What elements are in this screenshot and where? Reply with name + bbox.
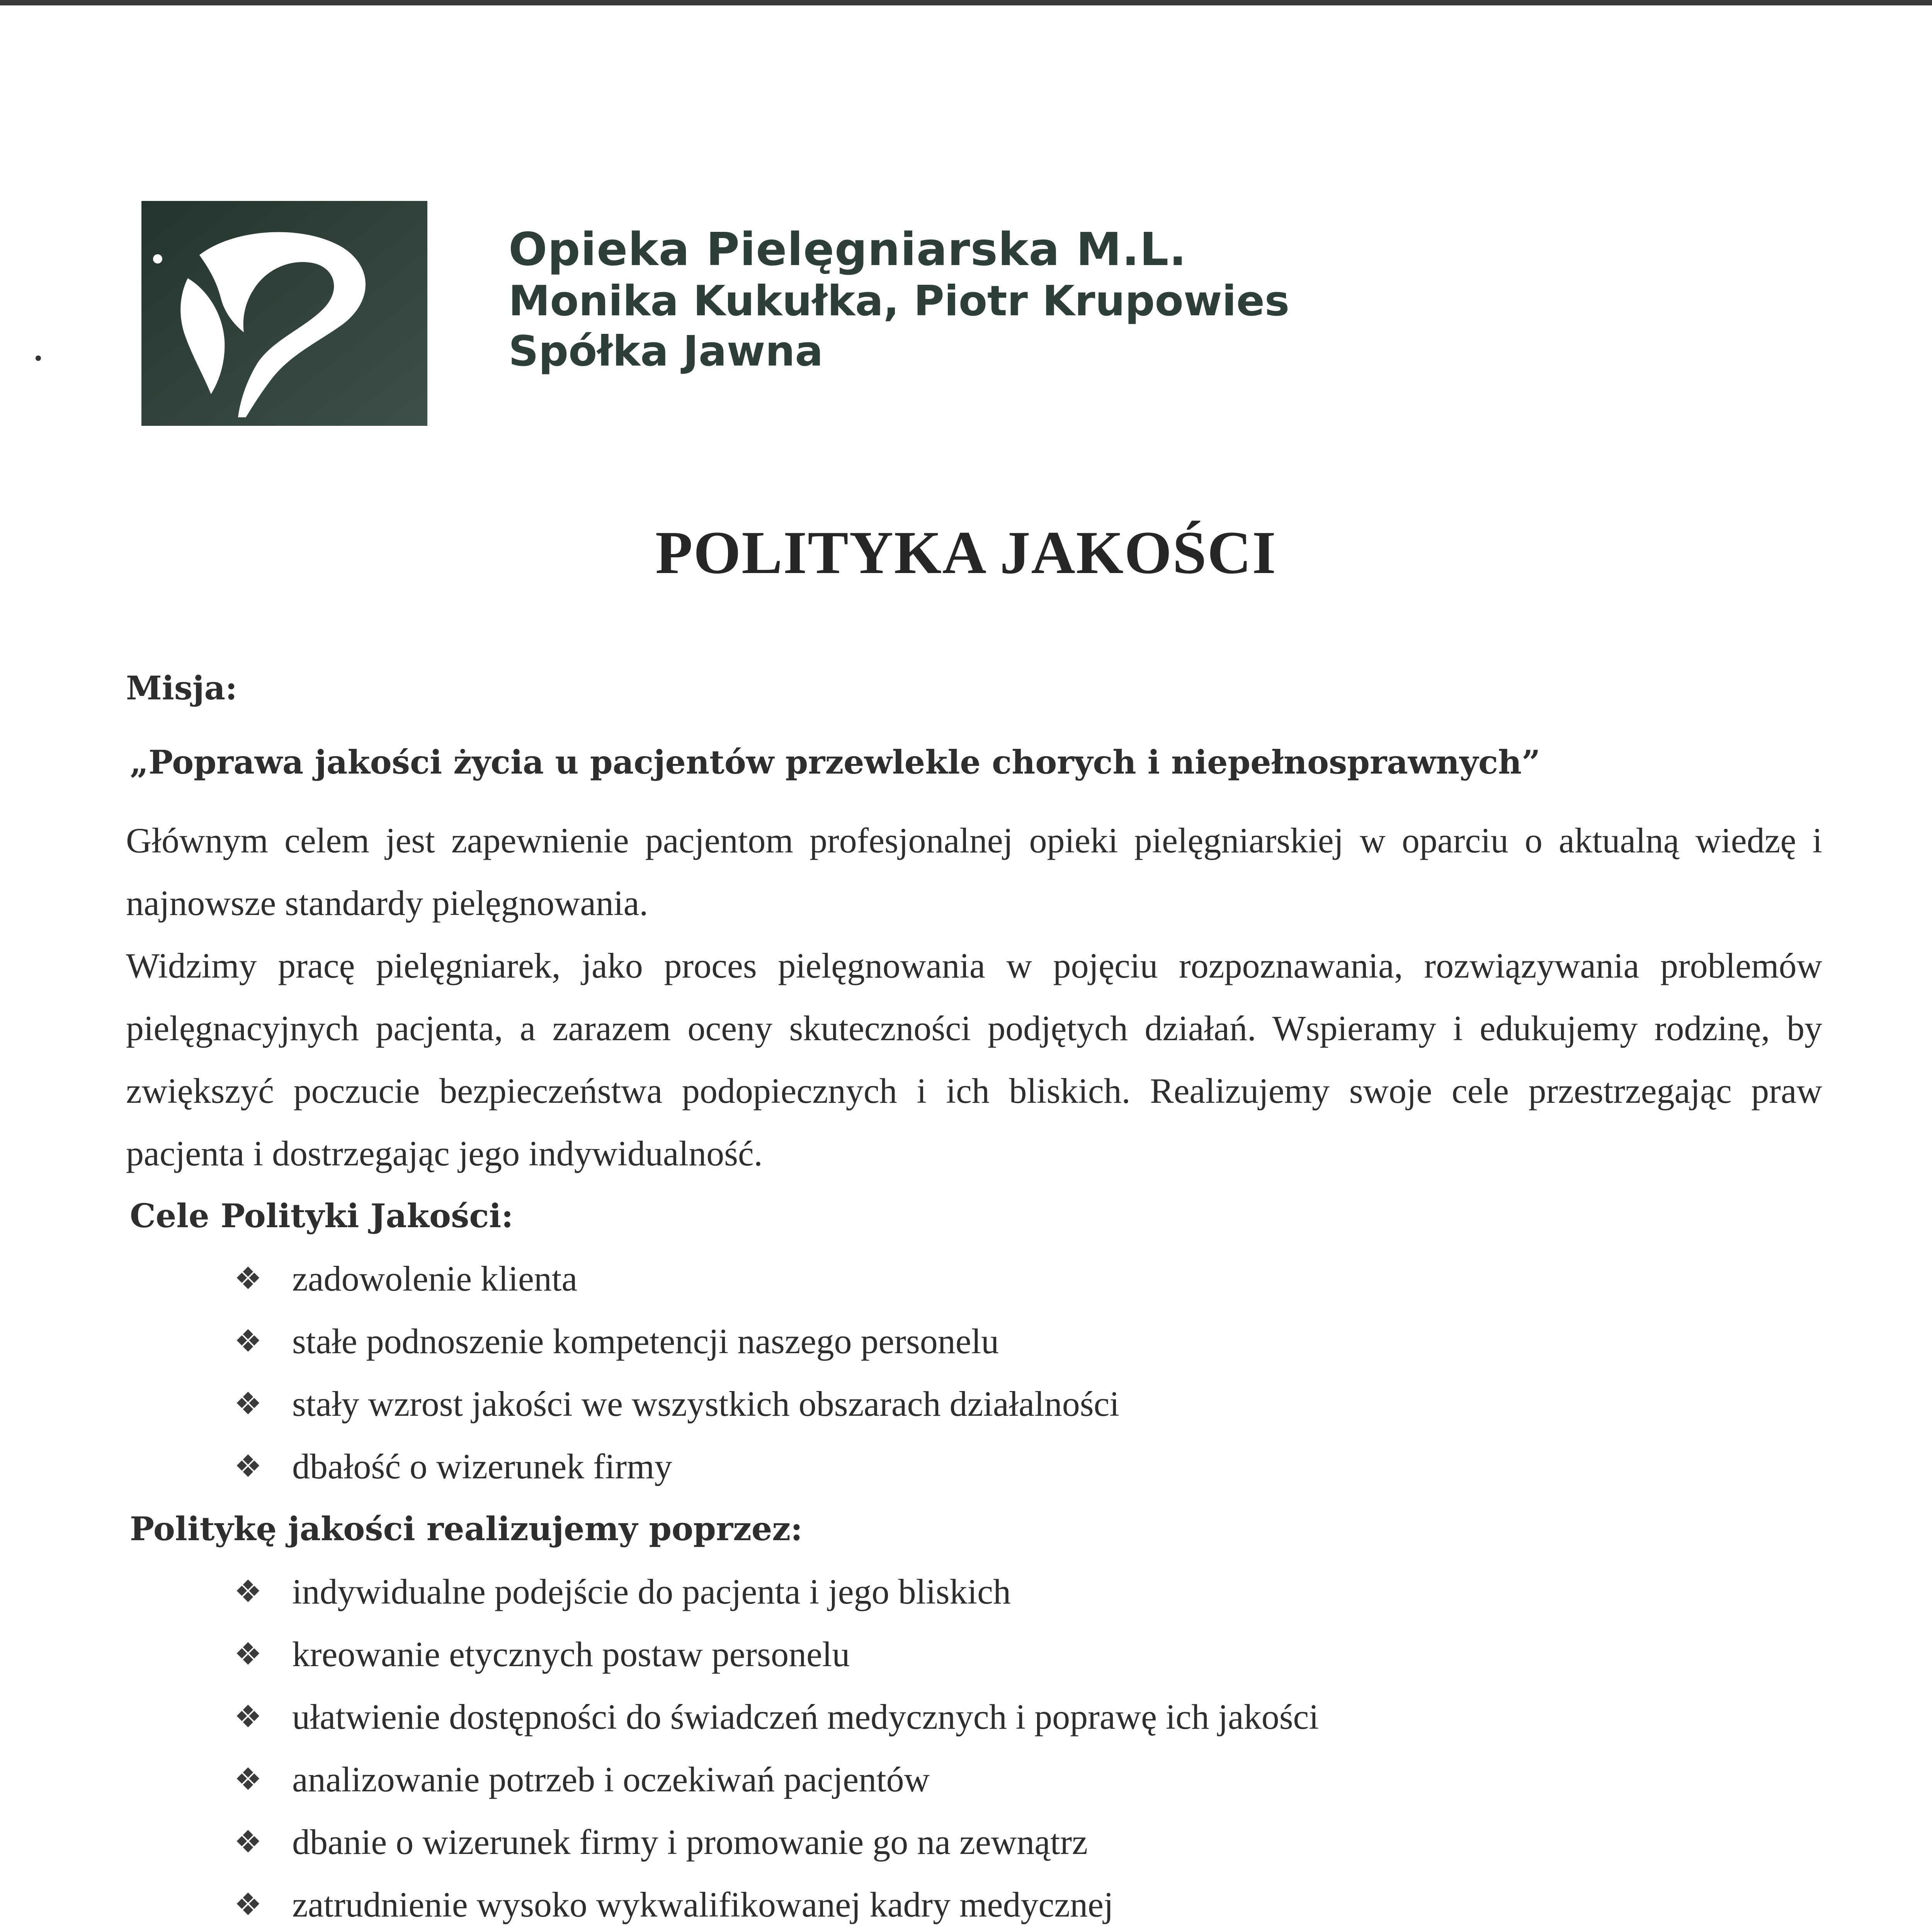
list-item — [234, 1685, 1822, 1748]
list-item — [234, 1560, 1822, 1623]
list-item — [234, 1372, 1822, 1435]
diamond-bullet-icon: ❖ — [234, 1699, 262, 1735]
list-item — [234, 1748, 1822, 1811]
list-item — [234, 1435, 1822, 1498]
list-item — [234, 1811, 1822, 1873]
list-item-text: zatrudnienie wysoko wykwalifikowanej kadry medycznej — [292, 1885, 1114, 1924]
methods-list — [126, 1560, 1822, 1932]
document-body — [126, 657, 1822, 1932]
list-item — [234, 1623, 1822, 1685]
list-item-text: zadowolenie klienta — [292, 1259, 578, 1298]
list-item — [234, 1247, 1822, 1310]
document-title: POLITYKA JAKOŚCI — [655, 519, 1277, 587]
paragraph-goal: Głównym celem jest zapewnienie pacjentom profesjonalnej opieki pielęgniarskiej w oparciu o aktualną wiedzę i najnowsze standardy pielęgnowania. — [126, 821, 1822, 923]
diamond-bullet-icon: ❖ — [234, 1323, 262, 1359]
list-item-text: analizowanie potrzeb i oczekiwań pacjentów — [292, 1760, 930, 1799]
scan-top-edge — [0, 0, 1932, 5]
list-item-text: stały wzrost jakości we wszystkich obszarach działalności — [292, 1384, 1119, 1423]
goals-list — [126, 1247, 1822, 1498]
diamond-bullet-icon: ❖ — [234, 1886, 262, 1922]
mission-quote: „Poprawa jakości życia u pacjentów przewlekle chorych i niepełnosprawnych” — [130, 743, 1541, 781]
diamond-bullet-icon: ❖ — [234, 1824, 262, 1860]
company-name-line1: Opieka Pielęgniarska M.L. — [509, 223, 1187, 276]
list-item — [234, 1310, 1822, 1372]
list-item-text: dbanie o wizerunek firmy i promowanie go na zewnątrz — [292, 1822, 1088, 1862]
diamond-bullet-icon: ❖ — [234, 1260, 262, 1296]
heart-leaf-logo-icon — [141, 201, 427, 426]
diamond-bullet-icon: ❖ — [234, 1761, 262, 1797]
diamond-bullet-icon: ❖ — [234, 1448, 262, 1484]
list-item-text: kreowanie etycznych postaw personelu — [292, 1634, 850, 1674]
company-name-line3: Spółka Jawna — [509, 327, 823, 376]
company-name-block — [509, 222, 1822, 377]
diamond-bullet-icon: ❖ — [234, 1386, 262, 1422]
paragraph-vision: Widzimy pracę pielęgniarek, jako proces pielęgnowania w pojęciu rozpoznawania, rozwiązywania problemów pielęgnacyjnych pacjenta, a zarazem oceny skuteczności podjętych działań. Wspieramy i edukujemy rodzinę, by zwiększyć poczucie bezpieczeństwa podopiecznych i ich bliskich. Realizujemy swoje cele przestrzegając praw pacjenta i dostrzegając jego indywidualność. — [126, 946, 1822, 1173]
mission-heading: Misja: — [126, 669, 238, 707]
methods-heading: Politykę jakości realizujemy poprzez: — [130, 1510, 803, 1548]
company-name-line2: Monika Kukułka, Piotr Krupowies — [509, 277, 1290, 325]
list-item-text: stałe podnoszenie kompetencji naszego personelu — [292, 1321, 999, 1361]
list-item-text: ułatwienie dostępności do świadczeń medycznych i poprawę ich jakości — [292, 1697, 1319, 1736]
list-item — [234, 1873, 1822, 1932]
goals-heading: Cele Polityki Jakości: — [130, 1197, 514, 1235]
diamond-bullet-icon: ❖ — [234, 1636, 262, 1672]
scan-speck — [36, 355, 41, 361]
diamond-bullet-icon: ❖ — [234, 1573, 262, 1609]
list-item-text: indywidualne podejście do pacjenta i jego bliskich — [292, 1572, 1011, 1611]
list-item-text: dbałość o wizerunek firmy — [292, 1447, 672, 1486]
